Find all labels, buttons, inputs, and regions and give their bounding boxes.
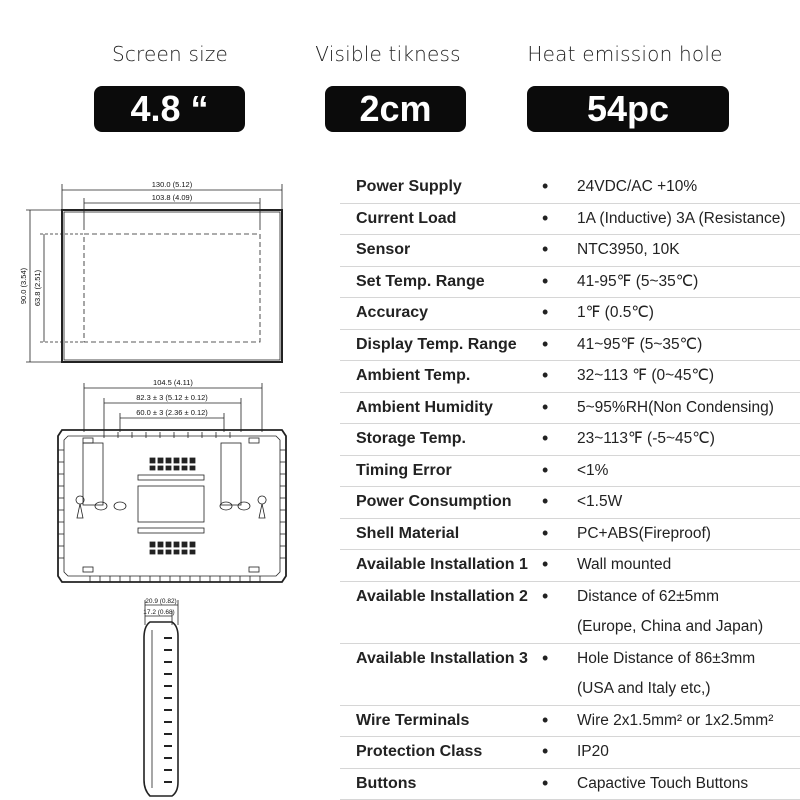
spec-value	[577, 361, 714, 392]
spec-value-line: Wall mounted	[577, 556, 672, 573]
spec-row	[340, 644, 800, 706]
spec-row	[340, 706, 800, 738]
spec-key: Display Temp. Range	[356, 335, 517, 353]
spec-value-line: (Europe, China and Japan)	[577, 618, 764, 635]
spec-value-line: (USA and Italy etc,)	[577, 680, 711, 697]
bullet-icon: •	[542, 365, 549, 385]
visible-thickness-label: Visible tikness	[315, 42, 461, 66]
spec-value-line: Hole Distance of 86±3mm	[577, 649, 756, 667]
spec-value-line: 41-95℉ (5~35℃)	[577, 272, 699, 290]
bullet-icon: •	[542, 772, 549, 793]
spec-value-line: Distance of 62±5mm	[577, 587, 720, 605]
spec-row	[340, 393, 800, 425]
spec-key: Sensor	[356, 241, 411, 258]
spec-value-line: <1%	[577, 461, 609, 479]
spec-value-line: <1.5W	[577, 493, 623, 510]
side-depth-dim: 20.9 (0.82)	[145, 598, 177, 605]
spec-row	[340, 737, 800, 769]
bullet-icon: •	[542, 554, 549, 574]
heat-emission-value: 54pc	[527, 86, 729, 132]
spec-key: Set Temp. Range	[356, 272, 485, 290]
bullet-icon: •	[542, 647, 549, 668]
spec-value	[577, 267, 698, 298]
side-view-ribs	[164, 638, 172, 782]
spec-value-line: NTC3950, 10K	[577, 241, 680, 258]
spec-row	[340, 330, 800, 362]
spec-value-line: 23~113℉ (-5~45℃)	[577, 430, 715, 447]
bullet-icon: •	[542, 459, 549, 480]
bullet-icon: •	[542, 239, 549, 259]
spec-value-line: 24VDC/AC +10%	[577, 178, 698, 195]
spec-key: Current Load	[356, 209, 457, 227]
dimension-drawing	[0, 170, 300, 800]
bullet-icon: •	[542, 302, 549, 322]
spec-key: Timing Error	[356, 461, 452, 479]
spec-key: Power Supply	[356, 178, 462, 195]
bullet-icon: •	[542, 522, 549, 543]
spec-row	[340, 235, 800, 267]
spec-value	[577, 172, 697, 203]
spec-row	[340, 204, 800, 236]
spec-row	[340, 424, 800, 456]
spec-key: Accuracy	[356, 304, 429, 321]
bullet-icon: •	[542, 741, 549, 761]
spec-table	[340, 172, 800, 800]
front-height-dim: 90.0 (3.54)	[19, 267, 28, 305]
spec-key: Buttons	[356, 774, 417, 792]
spec-value	[577, 644, 755, 705]
spec-row	[340, 172, 800, 204]
side-view	[144, 600, 178, 796]
visible-thickness-value: 2cm	[325, 86, 466, 132]
spec-value	[577, 235, 680, 266]
spec-value	[577, 393, 774, 424]
screen-size-value: 4.8 “	[94, 86, 245, 132]
front-inner-height-dim: 63.8 (2.51)	[33, 269, 42, 307]
bullet-icon: •	[542, 333, 549, 354]
spec-row	[340, 769, 800, 800]
side-inner-depth-dim: 17.2 (0.68)	[143, 609, 175, 616]
spec-value-line: 1A (Inductive) 3A (Resistance)	[577, 209, 786, 227]
spec-row	[340, 456, 800, 488]
back-width-dim: 104.5 (4.11)	[153, 378, 193, 387]
spec-value	[577, 582, 763, 643]
spec-row	[340, 267, 800, 299]
spec-key: Available Installation 1	[356, 556, 528, 573]
back-view-ribs	[58, 432, 286, 582]
front-width-dim: 130.0 (5.12)	[151, 180, 193, 189]
bullet-icon: •	[542, 428, 549, 448]
back-inner-width-dim: 60.0 ± 3 (2.36 ± 0.12)	[136, 408, 208, 417]
spec-value	[577, 330, 702, 361]
spec-value-line: Capactive Touch Buttons	[577, 774, 749, 792]
spec-key: Shell Material	[356, 524, 460, 542]
bullet-icon: •	[542, 709, 549, 730]
bullet-icon: •	[542, 491, 549, 511]
bullet-icon: •	[542, 396, 549, 417]
spec-value-line: 41~95℉ (5~35℃)	[577, 335, 703, 353]
spec-key: Power Consumption	[356, 493, 512, 510]
spec-value-line: 32~113 ℉ (0~45℃)	[577, 367, 715, 384]
spec-key: Ambient Humidity	[356, 398, 493, 416]
spec-value-line: Wire 2x1.5mm² or 1x2.5mm²	[577, 711, 774, 729]
spec-key: Ambient Temp.	[356, 367, 471, 384]
spec-value-line: PC+ABS(Fireproof)	[577, 524, 711, 542]
bullet-icon: •	[542, 207, 549, 228]
screen-size-label: Screen size	[111, 42, 229, 66]
spec-value-line: IP20	[577, 743, 609, 760]
spec-row	[340, 361, 800, 393]
spec-value	[577, 737, 609, 768]
heat-emission-label: Heat emission hole	[527, 42, 723, 66]
spec-value	[577, 424, 715, 455]
spec-row	[340, 487, 800, 519]
spec-key: Wire Terminals	[356, 711, 470, 729]
spec-row	[340, 298, 800, 330]
spec-key: Available Installation 3	[356, 649, 528, 667]
front-view	[26, 184, 282, 362]
bullet-icon: •	[542, 270, 549, 291]
spec-value	[577, 769, 748, 800]
back-mid-width-dim: 82.3 ± 3 (5.12 ± 0.12)	[136, 393, 208, 402]
spec-value	[577, 204, 786, 235]
spec-value	[577, 298, 654, 329]
spec-value	[577, 550, 671, 581]
spec-key: Storage Temp.	[356, 430, 466, 447]
spec-row	[340, 550, 800, 582]
spec-value	[577, 487, 622, 518]
spec-value-line: 5~95%RH(Non Condensing)	[577, 398, 774, 416]
spec-key: Protection Class	[356, 743, 483, 760]
spec-value	[577, 456, 608, 487]
spec-value	[577, 519, 711, 550]
spec-value-line: 1℉ (0.5℃)	[577, 304, 654, 321]
spec-row	[340, 582, 800, 644]
spec-row	[340, 519, 800, 551]
bullet-icon: •	[542, 176, 549, 196]
bullet-icon: •	[542, 585, 549, 606]
spec-key: Available Installation 2	[356, 587, 528, 605]
front-inner-width-dim: 103.8 (4.09)	[151, 193, 193, 202]
spec-value	[577, 706, 773, 737]
